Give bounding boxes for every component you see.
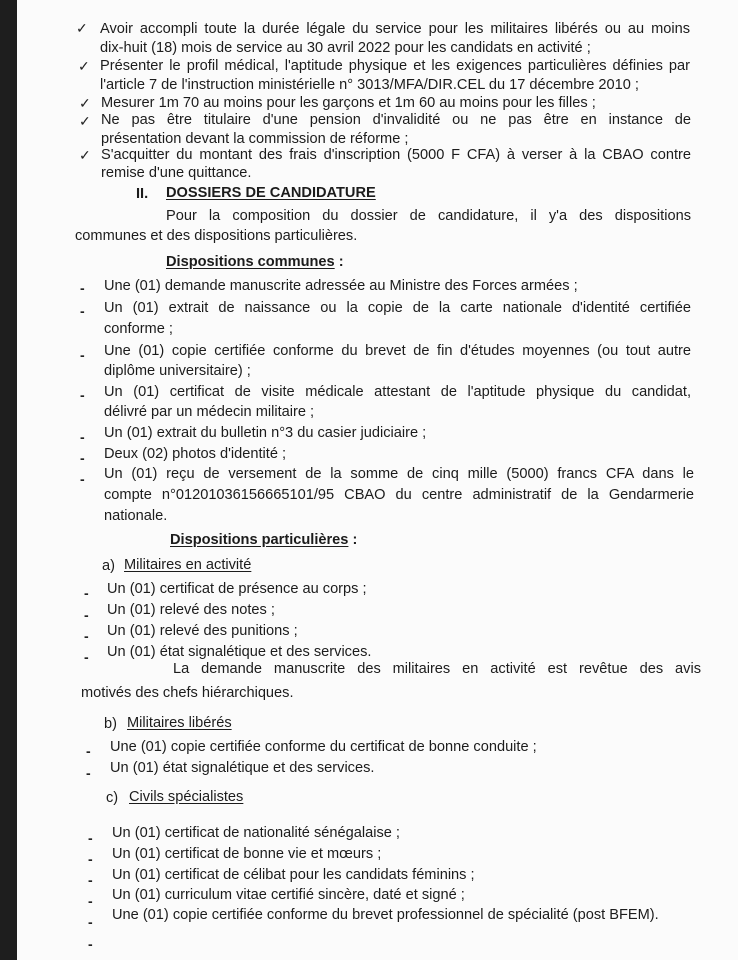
intro-line-1: Pour la composition du dossier de candidature, il y'a des dispositions xyxy=(166,208,691,224)
check-icon: ✓ xyxy=(76,20,88,36)
dash-bullet: - xyxy=(88,851,93,867)
dash-bullet: - xyxy=(80,387,85,403)
a-item-2: Un (01) relevé des notes ; xyxy=(107,602,275,618)
a-item-3: Un (01) relevé des punitions ; xyxy=(107,623,298,639)
check-icon: ✓ xyxy=(79,113,91,129)
b-item-1: Une (01) copie certifiée conforme du certificat de bonne conduite ; xyxy=(110,739,537,755)
dash-bullet: - xyxy=(84,585,89,601)
a-item-4: Un (01) état signalétique et des services. xyxy=(107,644,372,660)
subsection-c-label: c) xyxy=(106,790,119,806)
a-note-line-1: La demande manuscrite des militaires en activité est revêtue des avis xyxy=(173,661,701,677)
section-number: II. xyxy=(136,186,149,202)
condition-1-line-2: dix-huit (18) mois de service au 30 avril 2022 pour les candidats en activité ; xyxy=(100,40,591,56)
condition-5-line-1: S'acquitter du montant des frais d'inscription (5000 F CFA) à verser à la CBAO contre xyxy=(101,147,691,163)
condition-4-line-1: Ne pas être titulaire d'une pension d'invalidité ou ne pas être en instance de xyxy=(101,112,691,128)
c-item-5: Une (01) copie certifiée conforme du brevet professionnel de spécialité (post BFEM). xyxy=(112,907,659,923)
communes-item-2-line-2: conforme ; xyxy=(104,321,173,337)
dash-bullet: - xyxy=(86,765,91,781)
communes-item-1: Une (01) demande manuscrite adressée au Ministre des Forces armées ; xyxy=(104,278,578,294)
a-item-1: Un (01) certificat de présence au corps ; xyxy=(107,581,367,597)
dash-bullet: - xyxy=(86,743,91,759)
c-item-1: Un (01) certificat de nationalité sénégalaise ; xyxy=(112,825,400,841)
communes-item-7-line-1: Un (01) reçu de versement de la somme de cinq mille (5000) francs CFA dans le xyxy=(104,466,694,482)
check-icon: ✓ xyxy=(78,58,90,74)
intro-line-2: communes et des dispositions particulières. xyxy=(75,228,358,244)
particulieres-heading: Dispositions particulières : xyxy=(170,532,358,548)
dash-bullet: - xyxy=(88,914,93,930)
communes-heading-text: Dispositions communes xyxy=(166,254,335,270)
a-note-line-2: motivés des chefs hiérarchiques. xyxy=(81,685,294,701)
condition-3-line-1: Mesurer 1m 70 au moins pour les garçons et 1m 60 au moins pour les filles ; xyxy=(101,95,596,111)
check-icon: ✓ xyxy=(79,95,91,111)
c-item-2: Un (01) certificat de bonne vie et mœurs ; xyxy=(112,846,382,862)
c-item-4: Un (01) curriculum vitae certifié sincère, daté et signé ; xyxy=(112,887,465,903)
dash-bullet: - xyxy=(88,830,93,846)
dash-bullet: - xyxy=(88,936,93,952)
dash-bullet: - xyxy=(84,628,89,644)
dash-bullet: - xyxy=(80,303,85,319)
dash-bullet: - xyxy=(80,347,85,363)
dash-bullet: - xyxy=(84,649,89,665)
c-item-3: Un (01) certificat de célibat pour les candidats féminins ; xyxy=(112,867,475,883)
subsection-b-label: b) xyxy=(104,716,117,732)
communes-heading: Dispositions communes : xyxy=(166,254,344,270)
communes-item-3-line-1: Une (01) copie certifiée conforme du brevet de fin d'études moyennes (ou tout autre xyxy=(104,343,691,359)
dash-bullet: - xyxy=(80,450,85,466)
left-dark-border xyxy=(0,0,17,960)
section-title: DOSSIERS DE CANDIDATURE xyxy=(166,185,376,201)
condition-2-line-1: Présenter le profil médical, l'aptitude physique et les exigences particulières définies par xyxy=(100,58,690,74)
condition-1-line-1: Avoir accompli toute la durée légale du service pour les militaires libérés ou au moins xyxy=(100,21,690,37)
communes-item-2-line-1: Un (01) extrait de naissance ou la copie de la carte nationale d'identité certifiée xyxy=(104,300,691,316)
subsection-b-title: Militaires libérés xyxy=(127,715,232,731)
communes-item-7-line-3: nationale. xyxy=(104,508,168,524)
communes-item-7-line-2: compte n°01201036156665101/95 CBAO du centre administratif de la Gendarmerie xyxy=(104,487,694,503)
subsection-c-title: Civils spécialistes xyxy=(129,789,244,805)
communes-item-4-line-1: Un (01) certificat de visite médicale attestant de l'aptitude physique du candidat, xyxy=(104,384,691,400)
dash-bullet: - xyxy=(88,872,93,888)
dash-bullet: - xyxy=(88,893,93,909)
dash-bullet: - xyxy=(84,607,89,623)
dash-bullet: - xyxy=(80,429,85,445)
particulieres-heading-text: Dispositions particulières xyxy=(170,532,349,548)
dash-bullet: - xyxy=(80,471,85,487)
check-icon: ✓ xyxy=(79,147,91,163)
condition-5-line-2: remise d'une quittance. xyxy=(101,165,252,181)
communes-item-4-line-2: délivré par un médecin militaire ; xyxy=(104,404,315,420)
b-item-2: Un (01) état signalétique et des services. xyxy=(110,760,375,776)
condition-4-line-2: présentation devant la commission de réforme ; xyxy=(101,131,409,147)
communes-item-5: Un (01) extrait du bulletin n°3 du casier judiciaire ; xyxy=(104,425,427,441)
communes-item-3-line-2: diplôme universitaire) ; xyxy=(104,363,251,379)
subsection-a-label: a) xyxy=(102,558,115,574)
communes-item-6: Deux (02) photos d'identité ; xyxy=(104,446,287,462)
subsection-a-title: Militaires en activité xyxy=(124,557,252,573)
dash-bullet: - xyxy=(80,280,85,296)
condition-2-line-2: l'article 7 de l'instruction ministérielle n° 3013/MFA/DIR.CEL du 17 décembre 2010 ; xyxy=(100,77,639,93)
